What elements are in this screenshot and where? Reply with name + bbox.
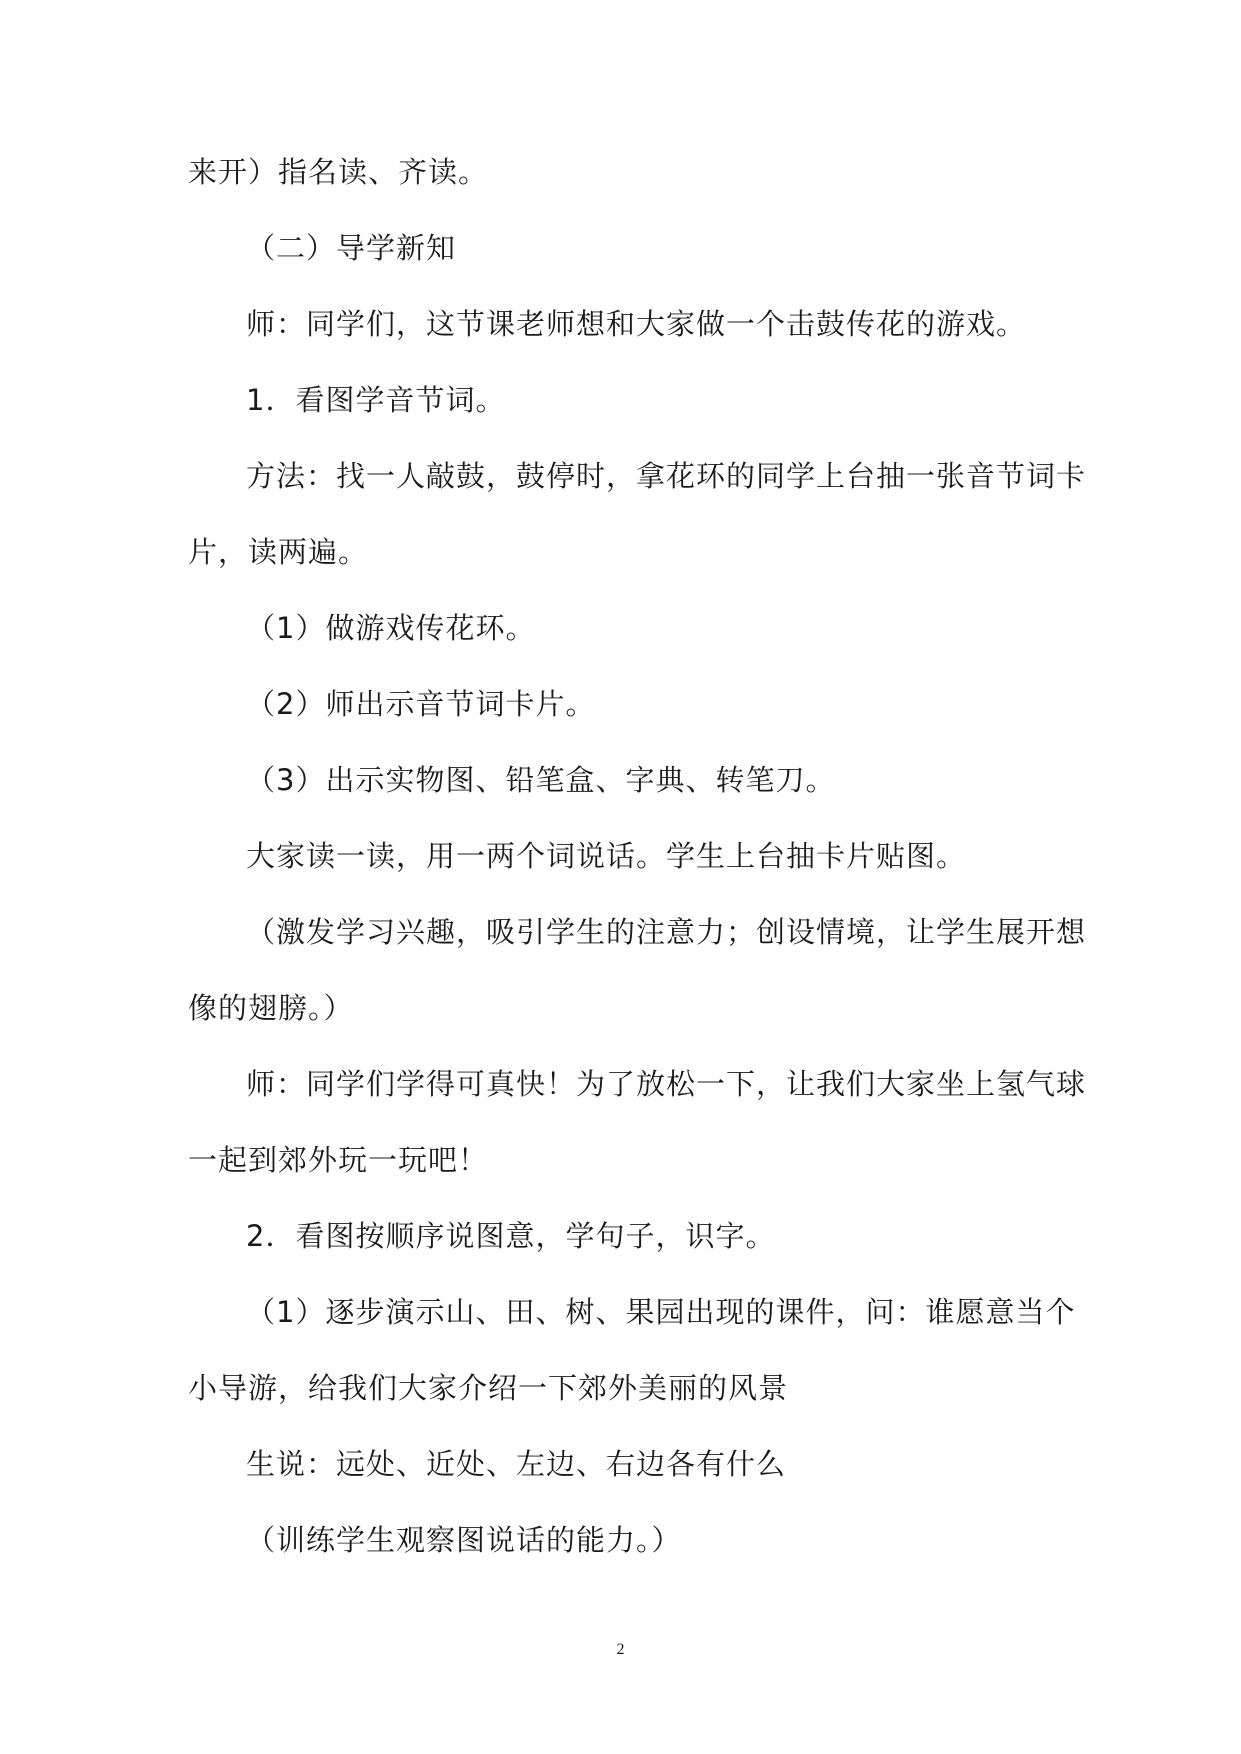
paragraph-line: 方法：找一人敲鼓，鼓停时，拿花环的同学上台抽一张音节词卡: [246, 459, 1087, 493]
paragraph-line: 片，读两遍。: [188, 535, 369, 569]
list-item: （1）做游戏传花环。: [246, 611, 536, 645]
paragraph-line: （训练学生观察图说话的能力。）: [246, 1523, 682, 1557]
list-item: （2）师出示音节词卡片。: [246, 687, 596, 721]
list-item: （3）出示实物图、铅笔盒、字典、转笔刀。: [246, 763, 836, 797]
paragraph-line: 师：同学们学得可真快！为了放松一下，让我们大家坐上氢气球: [246, 1067, 1087, 1101]
list-item: （1）逐步演示山、田、树、果园出现的课件，问：谁愿意当个: [246, 1295, 1076, 1329]
list-heading: 1．看图学音节词。: [246, 383, 506, 417]
section-heading: （二）导学新知: [246, 231, 457, 265]
paragraph-line: 大家读一读，用一两个词说话。学生上台抽卡片贴图。: [246, 839, 967, 873]
paragraph-line: 生说：远处、近处、左边、右边各有什么: [246, 1447, 787, 1481]
list-heading: 2．看图按顺序说图意，学句子，识字。: [246, 1219, 776, 1253]
paragraph-line: 师：同学们，这节课老师想和大家做一个击鼓传花的游戏。: [246, 307, 1027, 341]
paragraph-line: 像的翅膀。）: [188, 991, 354, 1025]
page-number: 2: [616, 1641, 625, 1658]
paragraph-line: 来开）指名读、齐读。: [188, 155, 489, 189]
paragraph-line: （激发学习兴趣，吸引学生的注意力；创设情境，让学生展开想: [246, 915, 1087, 949]
paragraph-line: 小导游，给我们大家介绍一下郊外美丽的风景: [188, 1371, 789, 1405]
paragraph-line: 一起到郊外玩一玩吧！: [188, 1143, 489, 1177]
